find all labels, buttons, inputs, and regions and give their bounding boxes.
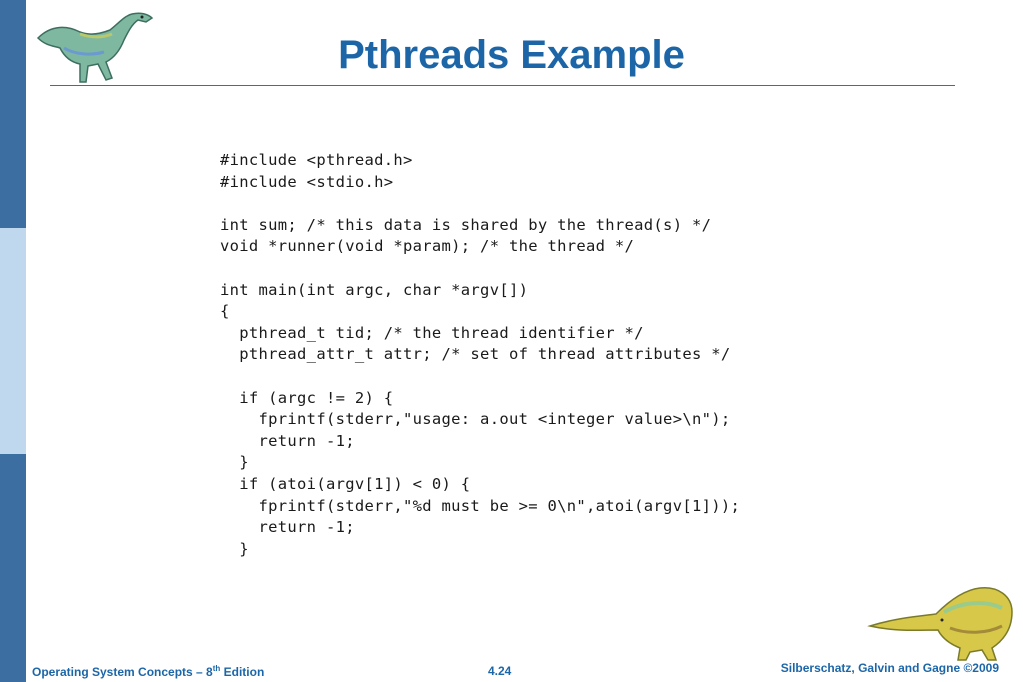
code-line: void *runner(void *param); /* the thread */ <box>220 237 635 256</box>
code-line: int sum; /* this data is shared by the thread(s) */ <box>220 215 712 234</box>
footer-book-title-prefix: Operating System Concepts – 8 <box>32 665 213 679</box>
code-line: if (atoi(argv[1]) < 0) { <box>220 474 471 493</box>
code-line: return -1; <box>220 518 355 537</box>
side-bar-bottom-segment <box>0 454 26 682</box>
code-line <box>220 258 740 280</box>
code-line: if (argc != 2) { <box>220 388 394 407</box>
side-bar-middle-segment <box>0 228 26 454</box>
side-bar <box>0 0 26 682</box>
title-divider <box>50 85 955 86</box>
code-line: pthread_attr_t attr; /* set of thread attributes */ <box>220 345 731 364</box>
code-line: return -1; <box>220 431 355 450</box>
dinosaur-logo-icon <box>866 582 1016 662</box>
code-line: { <box>220 302 230 321</box>
code-line <box>220 366 740 388</box>
code-line: int main(int argc, char *argv[]) <box>220 280 529 299</box>
footer-authors: Silberschatz, Galvin and Gagne ©2009 <box>780 661 999 675</box>
code-line <box>220 193 740 215</box>
code-block <box>220 150 740 560</box>
code-line: fprintf(stderr,"usage: a.out <integer value>\n"); <box>220 410 731 429</box>
footer-book-title-superscript: th <box>212 664 221 673</box>
footer-book-title <box>32 664 264 679</box>
code-line: fprintf(stderr,"%d must be >= 0\n",atoi(argv[1])); <box>220 496 741 515</box>
page-number: 4.24 <box>488 664 512 678</box>
code-line: } <box>220 453 249 472</box>
code-line: pthread_t tid; /* the thread identifier */ <box>220 323 644 342</box>
code-line: } <box>220 539 249 558</box>
slide-title: Pthreads Example <box>338 33 685 77</box>
code-line: #include <stdio.h> <box>220 172 394 191</box>
code-line: #include <pthread.h> <box>220 151 413 169</box>
footer-book-title-suffix: Edition <box>220 665 265 679</box>
